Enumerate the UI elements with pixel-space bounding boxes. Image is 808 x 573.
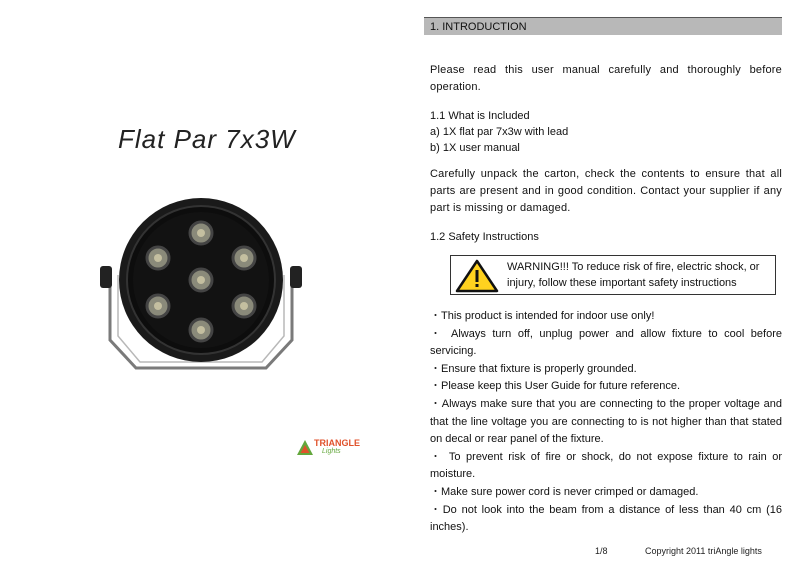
safety-item: ・This product is intended for indoor use only! — [430, 310, 655, 322]
safety-item: ・ Always turn off, unplug power and allow fixture to cool before servicing. — [430, 327, 782, 358]
safety-item: ・Make sure power cord is never crimped or damaged. — [430, 485, 699, 498]
cover-panel — [0, 0, 400, 573]
triangle-lights-logo — [296, 436, 366, 460]
intro-paragraph: Please read this user manual carefully and thoroughly before operation. — [430, 64, 782, 93]
footer-copyright: Copyright 2011 triAngle lights — [645, 546, 762, 556]
included-heading: 1.1 What is Included — [430, 110, 530, 122]
product-title: Flat Par 7x3W — [118, 124, 296, 154]
logo-line2: Lights — [322, 448, 341, 455]
triangle-logo-icon — [296, 439, 314, 457]
warning-box — [450, 255, 776, 295]
safety-item: ・Ensure that fixture is properly grounded. — [430, 362, 637, 375]
unpack-paragraph: Carefully unpack the carton, check the contents to ensure that all parts are present and in good condition. Contact your supplier if any part is missing or damaged. — [430, 168, 782, 214]
product-photo — [96, 180, 306, 380]
safety-item: ・Always make sure that you are connecting to the proper voltage and that the line voltage you are connecting to is not higher than that stated on decal or rear panel of the fixture. — [430, 397, 782, 446]
safety-item: ・Please keep this User Guide for future reference. — [430, 380, 681, 393]
safety-list — [430, 308, 782, 537]
page-number: 1/8 — [595, 546, 608, 556]
safety-heading: 1.2 Safety Instructions — [430, 231, 539, 243]
safety-item: ・Do not look into the beam from a distance of less than 40 cm (16 inches). — [430, 503, 782, 534]
included-item: b) 1X user manual — [430, 142, 520, 154]
safety-item: ・ To prevent risk of fire or shock, do not expose fixture to rain or moisture. — [430, 450, 782, 481]
included-item: a) 1X flat par 7x3w with lead — [430, 126, 569, 138]
warning-triangle-icon — [455, 259, 499, 293]
content-panel — [420, 0, 788, 573]
section-title: 1. INTRODUCTION — [424, 17, 782, 35]
warning-text: WARNING!!! To reduce risk of fire, electric shock, or injury, follow these important safety instructions — [507, 261, 760, 289]
logo-line1: TRIANGLE — [314, 438, 360, 448]
